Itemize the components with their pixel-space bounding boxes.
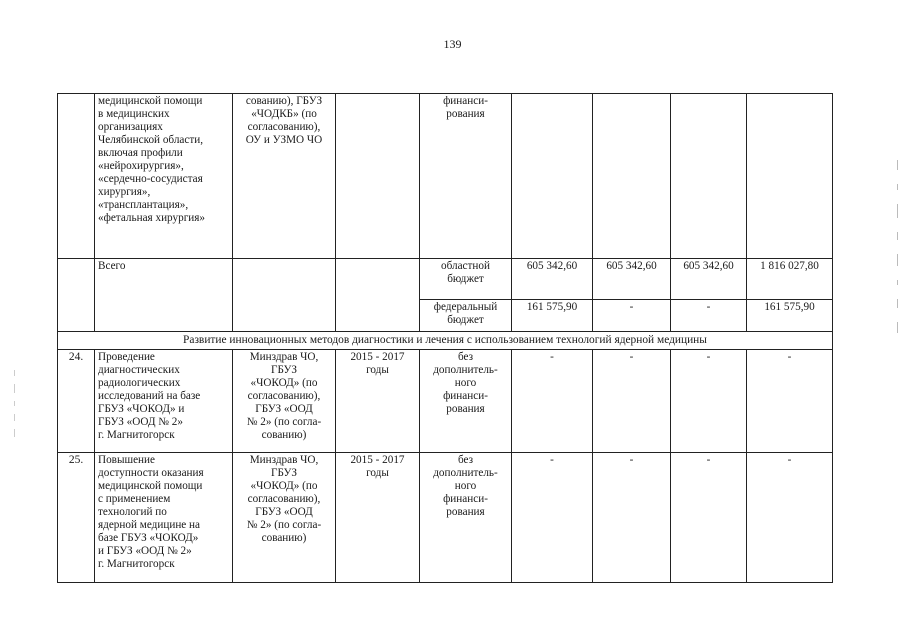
executor-cell: сованию), ГБУЗ «ЧОДКБ» (по согласованию), ОУ и УЗМО ЧО [233,94,336,259]
section-heading-row [58,332,833,350]
year3-value: 605 342,60 [671,259,747,300]
sum-value: 1 816 027,80 [747,259,833,300]
year2-cell [593,94,671,259]
year3-cell [671,94,747,259]
activity-name-cell: медицинской помощи в медицинских организациях Челябинской области, включая профили «нейрохирургия», «сердечно-сосудистая хирургия», «трансплантация», «фетальная хирургия» [95,94,233,259]
year2-value: - [593,350,671,453]
scan-margin-marks [894,160,902,490]
sum-value: - [747,453,833,583]
row-number: 25. [58,453,95,583]
row-number-cell [58,94,95,259]
sum-value: - [747,350,833,453]
year3-value: - [671,350,747,453]
activity-name-cell: Проведение диагностических радиологических исследований на базе ГБУЗ «ЧОКОД» и ГБУЗ «ООД № 2» г. Магнитогорск [95,350,233,453]
year1-cell [512,94,593,259]
year2-value: - [593,300,671,332]
period-cell [336,259,420,332]
scan-margin-marks [14,370,18,520]
year1-value: 161 575,90 [512,300,593,332]
activity-name-cell: Повышение доступности оказания медицинской помощи с применением технологий по ядерной медицине на базе ГБУЗ «ЧОКОД» и ГБУЗ «ООД № 2» г. Магнитогорск [95,453,233,583]
section-title: Развитие инновационных методов диагностики и лечения с использованием технологий ядерной медицины [58,332,833,350]
table-row [58,453,833,583]
continued-row [58,94,833,259]
table-row [58,350,833,453]
row-number: 24. [58,350,95,453]
funding-source-cell: федеральный бюджет [420,300,512,332]
funding-source-cell: областной бюджет [420,259,512,300]
year1-value: - [512,350,593,453]
sum-cell [747,94,833,259]
executor-cell: Минздрав ЧО, ГБУЗ «ЧОКОД» (по согласованию), ГБУЗ «ООД № 2» (по согла- сованию) [233,350,336,453]
total-row-regional [58,259,833,300]
executor-cell: Минздрав ЧО, ГБУЗ «ЧОКОД» (по согласованию), ГБУЗ «ООД № 2» (по согла- сованию) [233,453,336,583]
row-number-cell [58,259,95,332]
year2-value: 605 342,60 [593,259,671,300]
total-label: Всего [95,259,233,332]
page-number: 139 [443,37,462,51]
funding-source-cell: финанси- рования [420,94,512,259]
executor-cell [233,259,336,332]
year1-value: - [512,453,593,583]
year3-value: - [671,453,747,583]
year2-value: - [593,453,671,583]
period-cell: 2015 - 2017 годы [336,453,420,583]
period-cell [336,94,420,259]
program-table [57,93,833,583]
funding-source-cell: без дополнитель- ного финанси- рования [420,350,512,453]
year1-value: 605 342,60 [512,259,593,300]
funding-source-cell: без дополнитель- ного финанси- рования [420,453,512,583]
sum-value: 161 575,90 [747,300,833,332]
year3-value: - [671,300,747,332]
period-cell: 2015 - 2017 годы [336,350,420,453]
